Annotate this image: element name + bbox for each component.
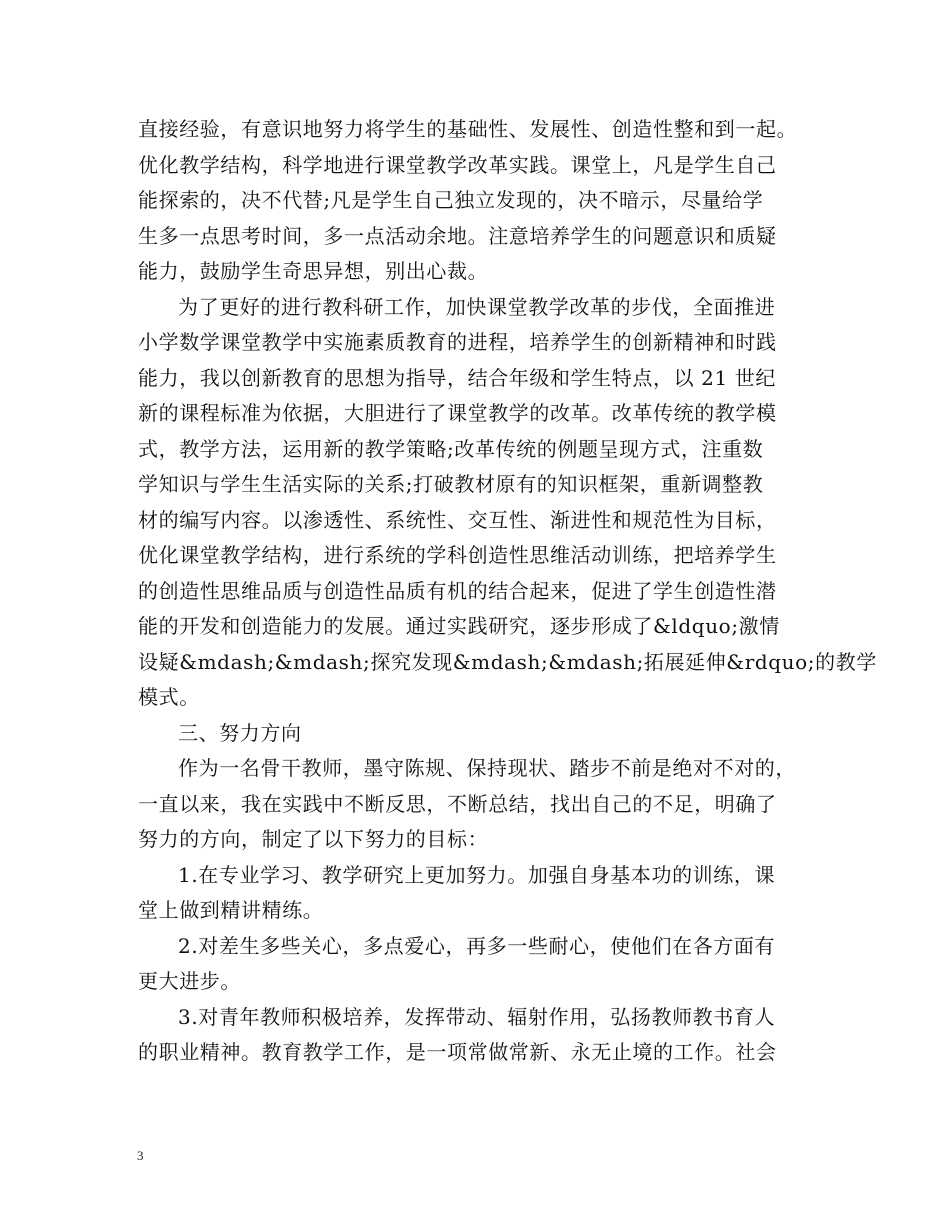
- text-line: 堂上做到精讲精练。: [138, 898, 324, 922]
- text-line: 努力的方向，制定了以下努力的目标：: [138, 827, 489, 851]
- text-line: 小学数学课堂教学中实施素质教育的进程，培养学生的创新精神和时践: [138, 330, 777, 354]
- text-line: 生多一点思考时间，多一点活动余地。注意培养学生的问题意识和质疑: [138, 223, 777, 248]
- body-text: [138, 112, 877, 1071]
- list-item-first-line: 1.在专业学习、教学研究上更加努力。加强自身基本功的训练，课: [178, 862, 776, 887]
- text-line: 设疑&mdash;&mdash;探究发现&mdash;&mdash;拓展延伸&rdquo;的教学: [138, 649, 877, 674]
- list-item-first-line: 2.对差生多些关心，多点爱心，再多一些耐心，使他们在各方面有: [178, 933, 776, 958]
- section-heading: 三、努力方向: [178, 720, 302, 745]
- paragraph-first-line: 为了更好的进行教科研工作，加快课堂教学改革的步伐，全面推进: [178, 294, 776, 319]
- text-line: 优化教学结构，科学地进行课堂教学改革实践。课堂上，凡是学生自己: [138, 152, 777, 177]
- text-line: 优化课堂教学结构，进行系统的学科创造性思维活动训练，把培养学生: [138, 543, 777, 567]
- paragraph-first-line: 作为一名骨干教师，墨守陈规、保持现状、踏步不前是绝对不对的，: [178, 756, 796, 780]
- text-line: 能的开发和创造能力的发展。通过实践研究，逐步形成了&ldquo;激情: [138, 614, 780, 638]
- text-line: 能力，我以创新教育的思想为指导，结合年级和学生特点，以 21 世纪: [138, 365, 776, 390]
- page-number: 3: [137, 1148, 144, 1163]
- text-line: 的职业精神。教育教学工作，是一项常做常新、永无止境的工作。社会: [138, 1040, 777, 1064]
- list-item-first-line: 3.对青年教师积极培养，发挥带动、辐射作用，弘扬教师教书育人: [178, 1004, 776, 1029]
- text-line: 一直以来，我在实践中不断反思，不断总结，找出自己的不足，明确了: [138, 791, 777, 816]
- text-line: 材的编写内容。以渗透性、系统性、交互性、渐进性和规范性为目标，: [138, 507, 777, 532]
- text-line: 更大进步。: [138, 969, 241, 993]
- text-line: 直接经验，有意识地努力将学生的基础性、发展性、创造性整和到一起。: [138, 117, 798, 141]
- text-line: 式，教学方法，运用新的教学策略;改革传统的例题呈现方式，注重数: [138, 436, 764, 461]
- text-line: 能探索的，决不代替;凡是学生自己独立发现的，决不暗示，尽量给学: [138, 188, 764, 212]
- text-line: 能力，鼓励学生奇思异想，别出心裁。: [138, 259, 489, 283]
- text-line: 的创造性思维品质与创造性品质有机的结合起来，促进了学生创造性潜: [138, 578, 777, 603]
- text-line: 新的课程标准为依据，大胆进行了课堂教学的改革。改革传统的教学模: [138, 401, 777, 425]
- text-line: 学知识与学生生活实际的关系;打破教材原有的知识框架，重新调整教: [138, 472, 764, 496]
- text-line: 模式。: [138, 685, 200, 709]
